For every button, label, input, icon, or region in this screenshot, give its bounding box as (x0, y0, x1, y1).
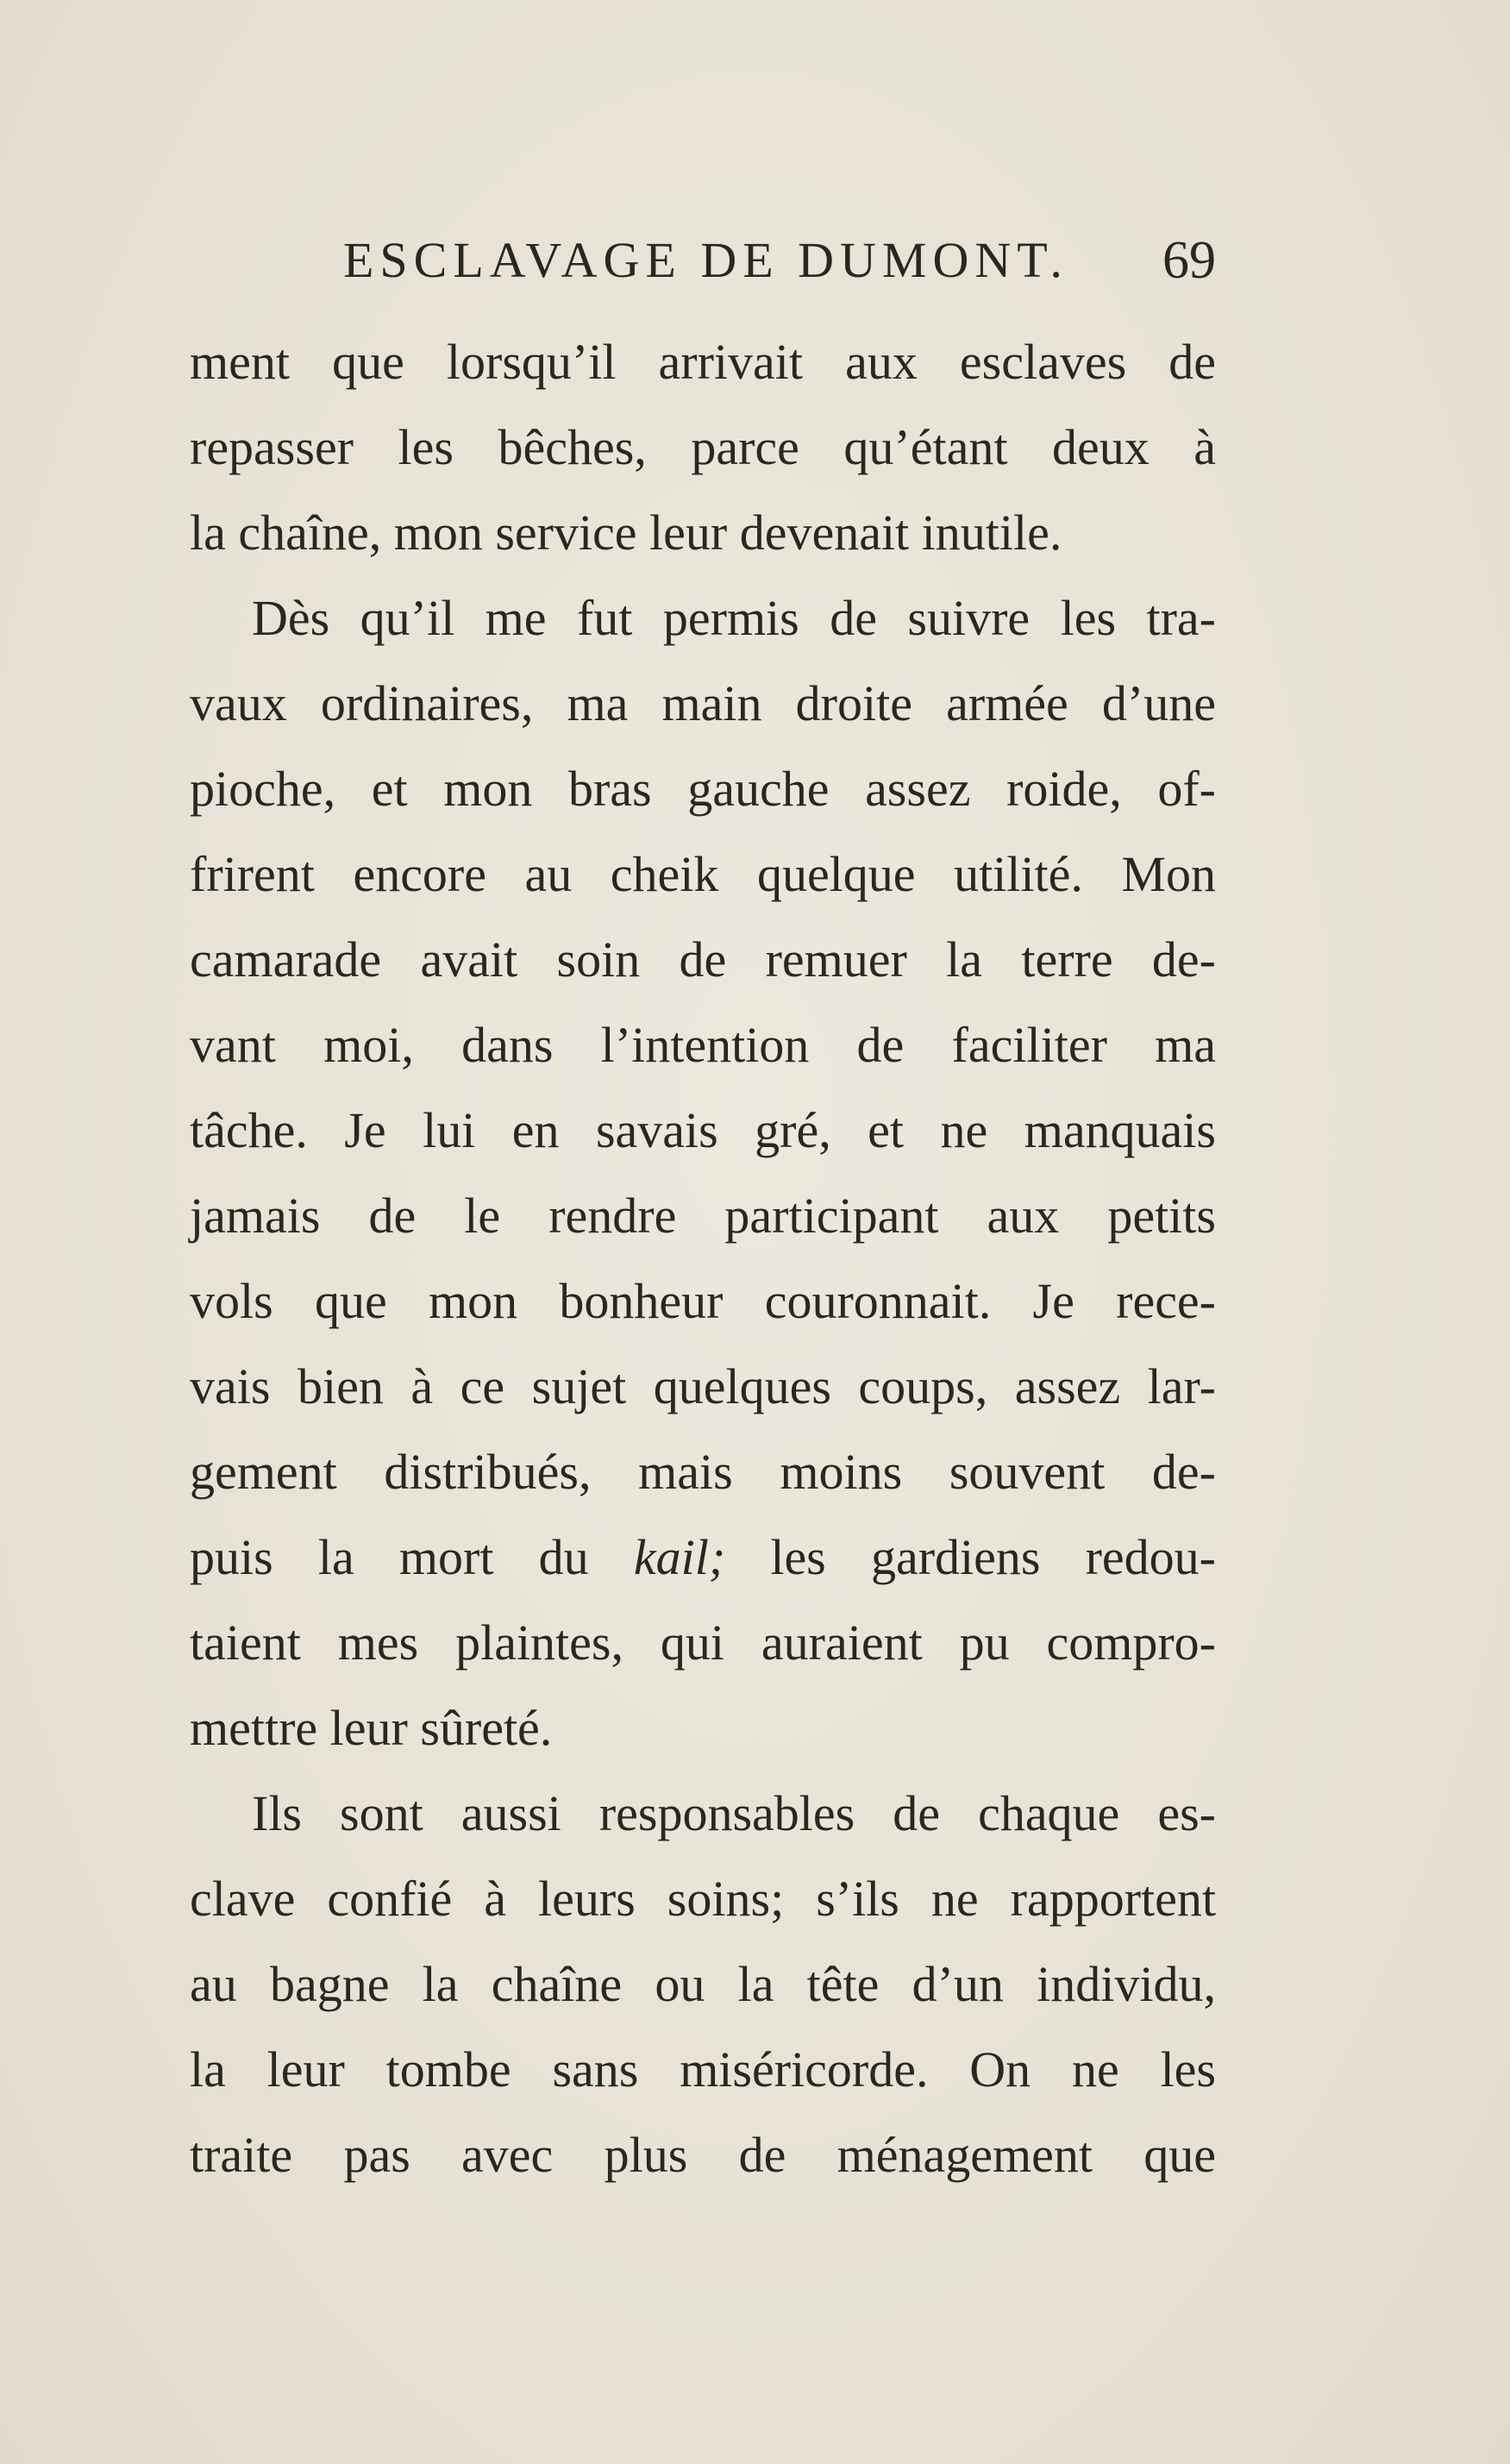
text-line: au bagne la chaîne ou la tête d’un individu, (190, 1956, 1216, 2012)
italic-word: kail; (633, 1529, 726, 1585)
text-line: traite pas avec plus de ménagement que (190, 2127, 1216, 2183)
text-line: vols que mon bonheur couronnait. Je rece- (190, 1273, 1216, 1329)
text-line: vant moi, dans l’intention de faciliter ma (190, 1017, 1216, 1073)
text-line: la leur tombe sans miséricorde. On ne les (190, 2041, 1216, 2097)
running-title: ESCLAVAGE DE DUMONT. (343, 232, 1068, 288)
body-text (190, 319, 1216, 2198)
page-number: 69 (1162, 231, 1216, 290)
text-line: la chaîne, mon service leur devenait inutile. (190, 505, 1062, 561)
text-line: vaux ordinaires, ma main droite armée d’une (190, 675, 1216, 731)
text-line: pioche, et mon bras gauche assez roide, of- (190, 761, 1216, 817)
text-line: taient mes plaintes, qui auraient pu compro- (190, 1614, 1216, 1671)
text-line: gement distribués, mais moins souvent de- (190, 1444, 1216, 1500)
text-line: ment que lorsqu’il arrivait aux esclaves de (190, 334, 1216, 390)
text-line: tâche. Je lui en savais gré, et ne manquais (190, 1102, 1216, 1158)
text-line: repasser les bêches, parce qu’étant deux à (190, 419, 1216, 475)
text-line: Ils sont aussi responsables de chaque es- (252, 1785, 1216, 1841)
text-line: jamais de le rendre participant aux petits (190, 1188, 1216, 1244)
text-line: frirent encore au cheik quelque utilité. Mon (190, 846, 1216, 902)
text-line: camarade avait soin de remuer la terre de- (190, 931, 1216, 987)
text-line: Dès qu’il me fut permis de suivre les tra- (252, 590, 1216, 646)
running-head (190, 226, 1216, 295)
text-line: mettre leur sûreté. (190, 1700, 553, 1756)
text-line: puis la mort du kail; les gardiens redou- (190, 1529, 1216, 1585)
text-line: vais bien à ce sujet quelques coups, assez lar- (190, 1358, 1216, 1414)
text-line: clave confié à leurs soins; s’ils ne rapportent (190, 1871, 1216, 1927)
